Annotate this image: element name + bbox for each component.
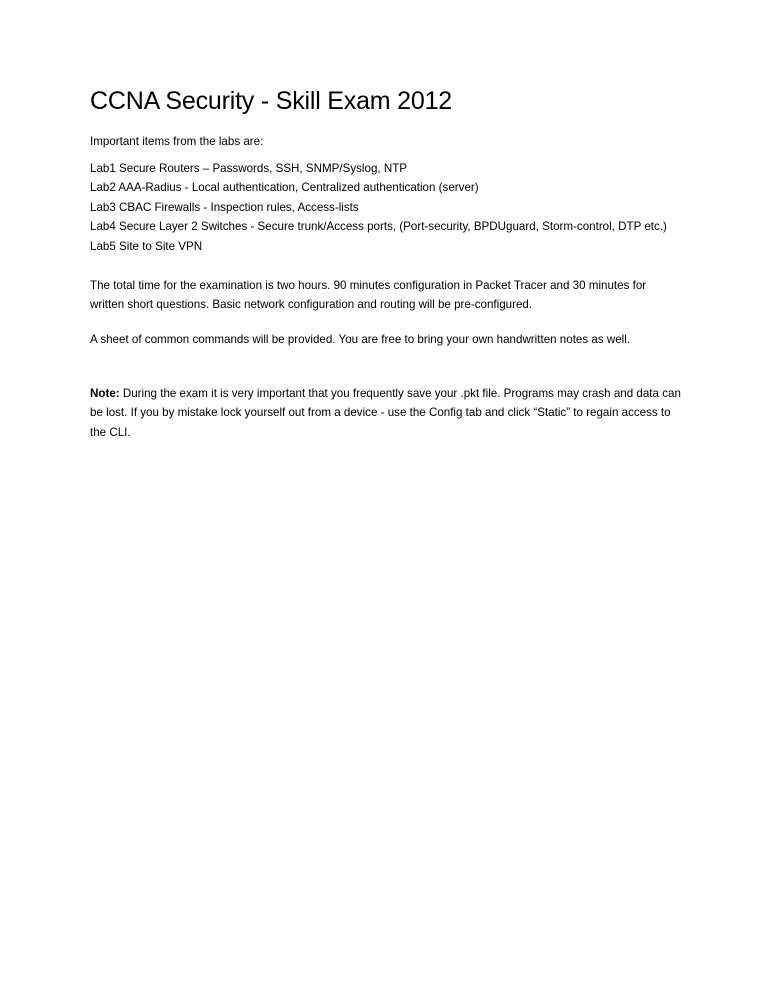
lab-item-3: Lab3 CBAC Firewalls - Inspection rules, Access-lists [90, 200, 359, 214]
intro-text: Important items from the labs are: [90, 135, 264, 148]
lab-item-4: Lab4 Secure Layer 2 Switches - Secure trunk/Access ports, (Port-security, BPDUguard, Storm-control, DTP etc.) [90, 220, 667, 234]
lab-list [90, 159, 690, 256]
document-title: CCNA Security - Skill Exam 2012 [90, 87, 452, 115]
exam-time-paragraph: The total time for the examination is two hours. 90 minutes configuration in Packet Tracer and 30 minutes for written short questions. Basic network configuration and routing will be pre-configured. [90, 279, 647, 312]
note-paragraph [90, 384, 682, 442]
lab-item-2: Lab2 AAA-Radius - Local authentication, Centralized authentication (server) [90, 181, 479, 195]
lab-item-5: Lab5 Site to Site VPN [90, 239, 203, 253]
lab-item-1: Lab1 Secure Routers – Passwords, SSH, SNMP/Syslog, NTP [90, 162, 408, 175]
note-label: Note: [90, 387, 120, 400]
commands-sheet-paragraph: A sheet of common commands will be provided. You are free to bring your own handwritten notes as well. [90, 333, 631, 346]
note-text: During the exam it is very important that you frequently save your .pkt file. Programs may crash and data can be lost. If you by mistake lock yourself out from a device - use the Config tab and click “Static” to regain access to the CLI. [90, 387, 681, 439]
